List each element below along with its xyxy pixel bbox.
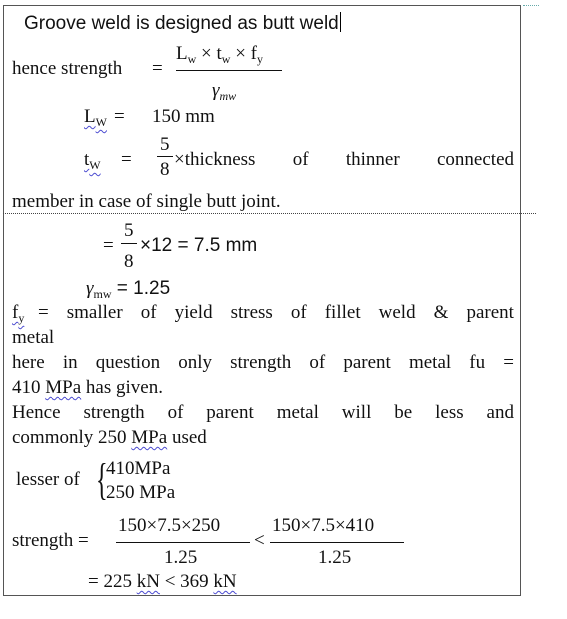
strength-calc-label: strength =	[12, 530, 89, 551]
tw-calc-fraction-bar	[121, 243, 137, 244]
less-than: <	[254, 530, 265, 551]
strength-numerator: $L_w \times t_w \times f_y$	[176, 43, 263, 66]
strength-label: hence strength	[12, 58, 123, 79]
fy-description: = smaller of yield stress of fillet weld & parent	[38, 302, 514, 323]
mpa-given-line: 410 MPa has given.	[12, 377, 163, 398]
tw-symbol: $t_W$	[84, 149, 101, 172]
dotted-rule-section	[3, 213, 536, 214]
question-line: here in question only strength of parent metal fu =	[12, 352, 514, 373]
tw-calc-frac-den: 8	[124, 251, 134, 272]
tw-calc-result: ×12 = 7.5 mm	[140, 235, 258, 256]
result-line: = 225 kN < 369 kN	[88, 571, 237, 592]
fraction-bar	[176, 70, 282, 71]
gamma-line: $\gamma_{mw} = 1.25$	[86, 278, 171, 301]
brace-icon: {	[96, 455, 108, 504]
tw-fraction-bar	[157, 156, 173, 157]
tw-equals: =	[121, 149, 132, 170]
strength-denominator: $\gamma_{mw}$	[212, 80, 237, 103]
left-fraction-bar	[116, 542, 250, 543]
text-cursor	[340, 12, 341, 32]
lesser-label: lesser of	[16, 469, 80, 490]
commonly-line: commonly 250 MPa used	[12, 427, 207, 448]
tw-frac-den: 8	[160, 159, 170, 180]
equals-sign: =	[152, 58, 163, 79]
continuation-line: member in case of single butt joint.	[12, 191, 281, 212]
left-numerator: 150×7.5×250	[118, 515, 221, 536]
tw-frac-num: 5	[160, 134, 170, 155]
fy-symbol: $f_y$	[12, 302, 25, 325]
tw-calc-equals: =	[103, 235, 114, 256]
lesser-option-1: 410MPa	[106, 458, 171, 479]
right-fraction-bar	[270, 542, 404, 543]
tw-calc-frac-num: 5	[124, 220, 134, 241]
metal-word: metal	[12, 327, 55, 348]
lw-symbol: $L_W$	[84, 106, 107, 129]
right-denominator: 1.25	[318, 547, 352, 568]
tw-description: ×thickness of thinner connected	[174, 149, 514, 170]
lw-equals: =	[114, 106, 125, 127]
content-frame	[3, 5, 521, 596]
lesser-option-2: 250 MPa	[106, 482, 176, 503]
right-numerator: 150×7.5×410	[272, 515, 375, 536]
left-denominator: 1.25	[164, 547, 198, 568]
dotted-rule-top	[523, 5, 539, 6]
lw-value: 150 mm	[152, 106, 215, 127]
intro-line[interactable]: Groove weld is designed as butt weld	[24, 13, 339, 34]
hence-line: Hence strength of parent metal will be less and	[12, 402, 514, 423]
